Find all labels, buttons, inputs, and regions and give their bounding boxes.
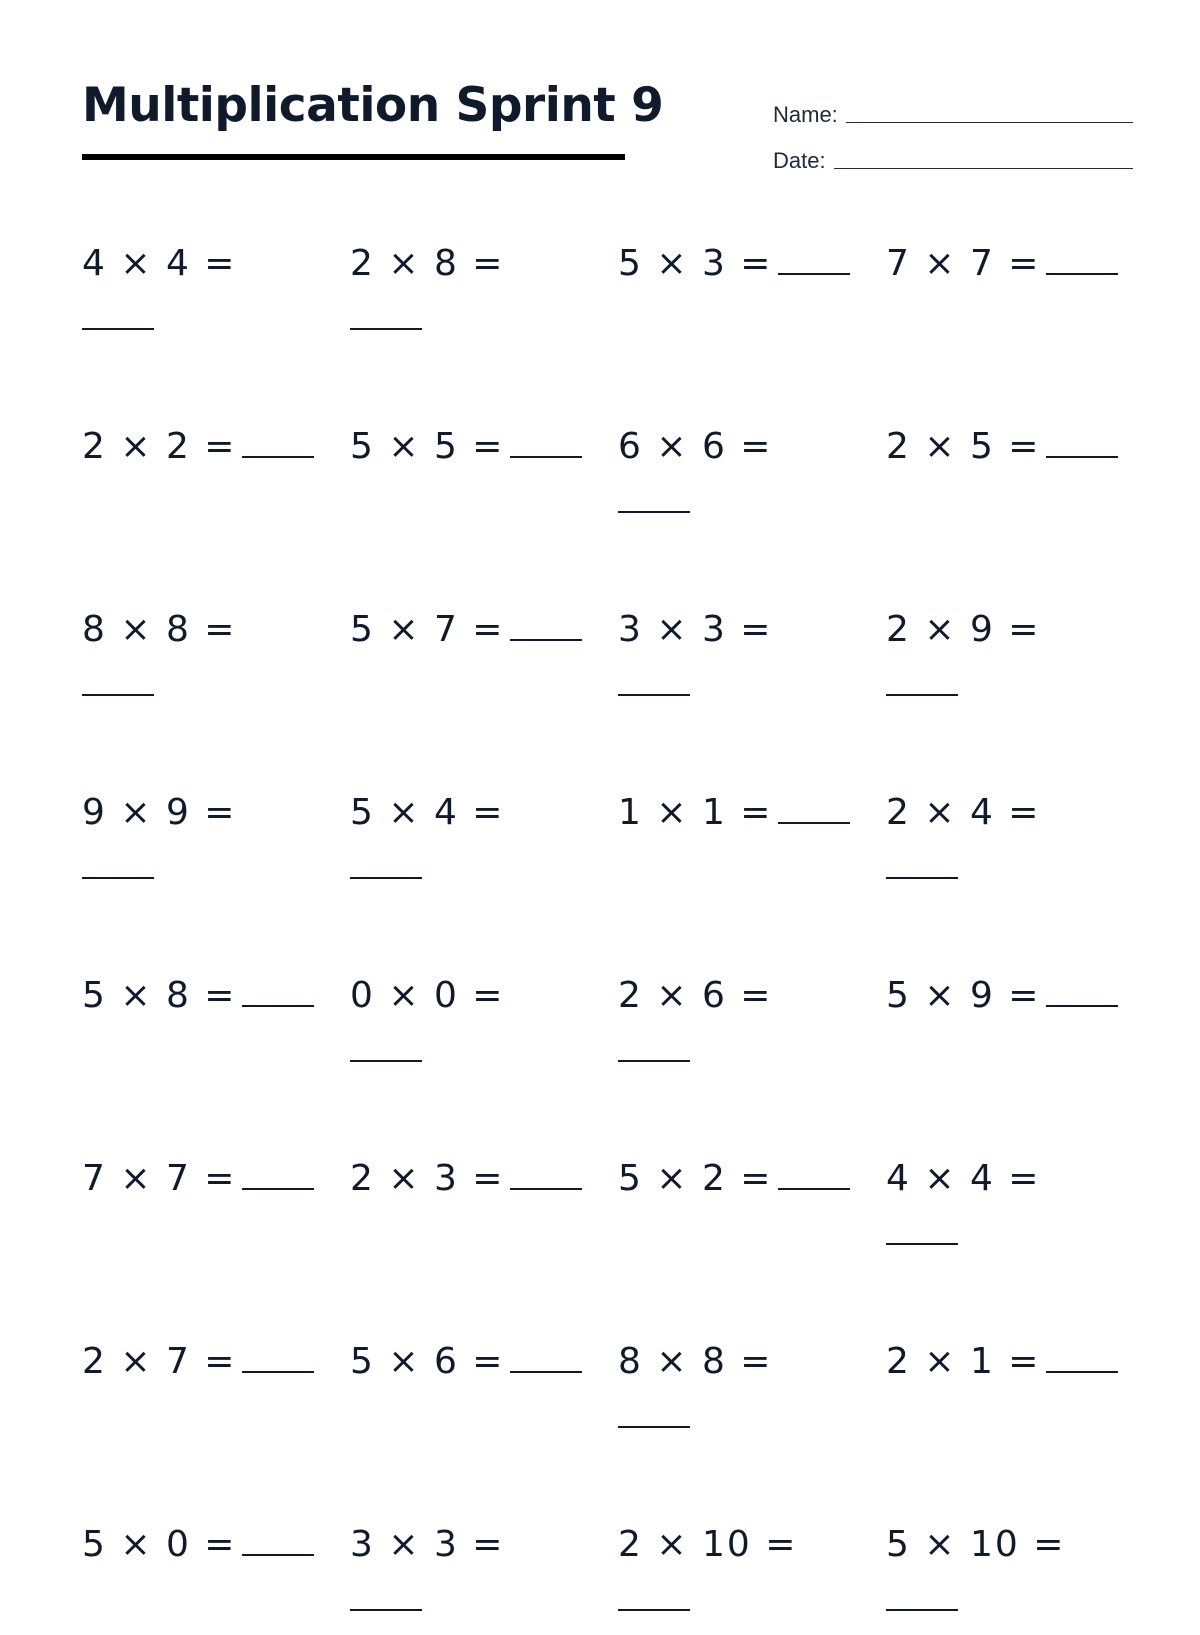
answer-blank[interactable] bbox=[242, 456, 314, 458]
answer-blank[interactable] bbox=[1046, 1005, 1118, 1007]
answer-blank[interactable] bbox=[82, 328, 154, 330]
problem-14 bbox=[350, 793, 612, 903]
problem-expression: 2 × 3 = bbox=[350, 1158, 505, 1199]
answer-blank[interactable] bbox=[778, 1188, 850, 1190]
worksheet-header bbox=[82, 74, 1132, 174]
title-underline bbox=[82, 154, 625, 160]
problem-31 bbox=[618, 1525, 880, 1635]
problem-expression: 5 × 9 = bbox=[886, 975, 1041, 1016]
problem-6 bbox=[350, 427, 612, 537]
problem-30 bbox=[350, 1525, 612, 1635]
problem-16 bbox=[886, 793, 1148, 903]
problem-11 bbox=[618, 610, 880, 720]
problem-expression: 1 × 1 = bbox=[618, 792, 773, 833]
problem-3 bbox=[618, 244, 880, 354]
answer-blank[interactable] bbox=[350, 328, 422, 330]
answer-blank[interactable] bbox=[350, 877, 422, 879]
answer-blank[interactable] bbox=[350, 1060, 422, 1062]
problem-18 bbox=[350, 976, 612, 1086]
answer-blank[interactable] bbox=[886, 1609, 958, 1611]
problem-13 bbox=[82, 793, 344, 903]
answer-blank[interactable] bbox=[778, 822, 850, 824]
problem-expression: 8 × 8 = bbox=[618, 1341, 773, 1382]
answer-blank[interactable] bbox=[618, 694, 690, 696]
problem-26 bbox=[350, 1342, 612, 1452]
problem-expression: 5 × 7 = bbox=[350, 609, 505, 650]
problem-expression: 2 × 4 = bbox=[886, 792, 1041, 833]
problem-21 bbox=[82, 1159, 344, 1269]
problem-expression: 5 × 4 = bbox=[350, 792, 505, 833]
answer-blank[interactable] bbox=[886, 1243, 958, 1245]
answer-blank[interactable] bbox=[618, 1060, 690, 1062]
problem-29 bbox=[82, 1525, 344, 1635]
answer-blank[interactable] bbox=[242, 1554, 314, 1556]
problem-20 bbox=[886, 976, 1148, 1086]
answer-blank[interactable] bbox=[1046, 273, 1118, 275]
answer-blank[interactable] bbox=[510, 456, 582, 458]
problem-expression: 8 × 8 = bbox=[82, 609, 237, 650]
problem-expression: 4 × 4 = bbox=[886, 1158, 1041, 1199]
problem-expression: 5 × 5 = bbox=[350, 426, 505, 467]
problem-expression: 2 × 6 = bbox=[618, 975, 773, 1016]
problem-expression: 7 × 7 = bbox=[886, 243, 1041, 284]
problem-7 bbox=[618, 427, 880, 537]
problem-expression: 5 × 3 = bbox=[618, 243, 773, 284]
answer-blank[interactable] bbox=[618, 1426, 690, 1428]
problem-expression: 0 × 0 = bbox=[350, 975, 505, 1016]
problem-10 bbox=[350, 610, 612, 720]
answer-blank[interactable] bbox=[778, 273, 850, 275]
worksheet-title: Multiplication Sprint 9 bbox=[82, 78, 664, 133]
problem-expression: 2 × 10 = bbox=[618, 1524, 798, 1565]
name-label: Name: bbox=[773, 102, 838, 127]
problem-24 bbox=[886, 1159, 1148, 1269]
name-field[interactable] bbox=[773, 82, 1133, 128]
problem-9 bbox=[82, 610, 344, 720]
answer-blank[interactable] bbox=[82, 877, 154, 879]
date-line[interactable] bbox=[834, 168, 1133, 169]
answer-blank[interactable] bbox=[510, 1371, 582, 1373]
problem-28 bbox=[886, 1342, 1148, 1452]
answer-blank[interactable] bbox=[242, 1005, 314, 1007]
answer-blank[interactable] bbox=[618, 1609, 690, 1611]
answer-blank[interactable] bbox=[1046, 456, 1118, 458]
problem-4 bbox=[886, 244, 1148, 354]
answer-blank[interactable] bbox=[618, 511, 690, 513]
answer-blank[interactable] bbox=[1046, 1371, 1118, 1373]
problem-expression: 3 × 3 = bbox=[350, 1524, 505, 1565]
problem-2 bbox=[350, 244, 612, 354]
problem-12 bbox=[886, 610, 1148, 720]
problem-32 bbox=[886, 1525, 1148, 1635]
problem-expression: 2 × 7 = bbox=[82, 1341, 237, 1382]
problem-expression: 2 × 9 = bbox=[886, 609, 1041, 650]
problem-expression: 5 × 8 = bbox=[82, 975, 237, 1016]
problem-23 bbox=[618, 1159, 880, 1269]
problem-expression: 9 × 9 = bbox=[82, 792, 237, 833]
answer-blank[interactable] bbox=[82, 694, 154, 696]
answer-blank[interactable] bbox=[242, 1371, 314, 1373]
problem-expression: 2 × 5 = bbox=[886, 426, 1041, 467]
answer-blank[interactable] bbox=[886, 694, 958, 696]
problem-19 bbox=[618, 976, 880, 1086]
answer-blank[interactable] bbox=[510, 639, 582, 641]
date-label: Date: bbox=[773, 148, 826, 173]
problem-expression: 4 × 4 = bbox=[82, 243, 237, 284]
answer-blank[interactable] bbox=[886, 877, 958, 879]
date-field[interactable] bbox=[773, 128, 1133, 174]
answer-blank[interactable] bbox=[350, 1609, 422, 1611]
problem-1 bbox=[82, 244, 344, 354]
problem-expression: 5 × 6 = bbox=[350, 1341, 505, 1382]
problem-25 bbox=[82, 1342, 344, 1452]
name-line[interactable] bbox=[846, 122, 1133, 123]
problem-15 bbox=[618, 793, 880, 903]
problem-expression: 2 × 1 = bbox=[886, 1341, 1041, 1382]
problem-expression: 3 × 3 = bbox=[618, 609, 773, 650]
problem-expression: 6 × 6 = bbox=[618, 426, 773, 467]
answer-blank[interactable] bbox=[242, 1188, 314, 1190]
problem-5 bbox=[82, 427, 344, 537]
problem-expression: 7 × 7 = bbox=[82, 1158, 237, 1199]
answer-blank[interactable] bbox=[510, 1188, 582, 1190]
problem-17 bbox=[82, 976, 344, 1086]
problem-expression: 5 × 0 = bbox=[82, 1524, 237, 1565]
problem-8 bbox=[886, 427, 1148, 537]
problem-22 bbox=[350, 1159, 612, 1269]
problem-expression: 5 × 10 = bbox=[886, 1524, 1066, 1565]
problem-27 bbox=[618, 1342, 880, 1452]
problem-expression: 5 × 2 = bbox=[618, 1158, 773, 1199]
problem-expression: 2 × 8 = bbox=[350, 243, 505, 284]
problem-expression: 2 × 2 = bbox=[82, 426, 237, 467]
student-fields bbox=[773, 82, 1133, 174]
